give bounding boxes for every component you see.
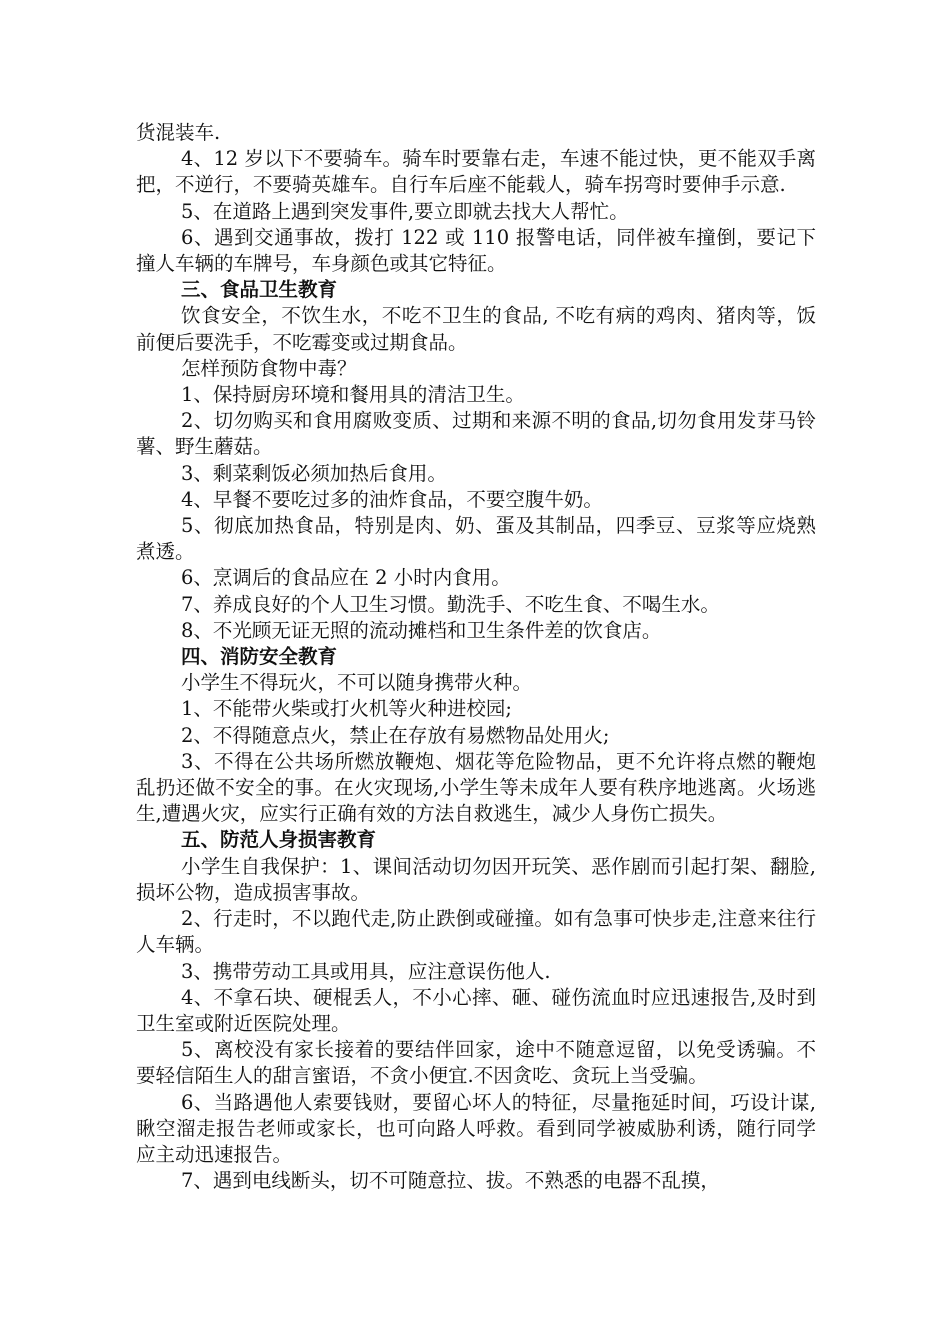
paragraph: 2、不得随意点火，禁止在存放有易燃物品处用火; bbox=[181, 723, 610, 747]
document-page bbox=[136, 120, 816, 1194]
paragraph: 货混装车. bbox=[136, 121, 221, 144]
paragraph: 怎样预防食物中毒？ bbox=[181, 356, 357, 380]
paragraph: 4、不拿石块、硬棍丢人，不小心摔、砸、碰伤流血时应迅速报告,及时到卫生室或附近医院处理。 bbox=[136, 985, 816, 1035]
paragraph: 3、携带劳动工具或用具，应注意误伤他人. bbox=[181, 959, 551, 983]
paragraph: 4、12 岁以下不要骑车。骑车时要靠右走，车速不能过快，更不能双手离把，不逆行，不要骑英雄车。自行车后座不能载人，骑车拐弯时要伸手示意. bbox=[136, 147, 816, 197]
paragraph: 5、彻底加热食品，特别是肉、奶、蛋及其制品，四季豆、豆浆等应烧熟煮透。 bbox=[136, 514, 816, 564]
paragraph: 小学生自我保护：1、课间活动切勿因开玩笑、恶作剧而引起打架、翻脸,损坏公物，造成损害事故。 bbox=[136, 854, 816, 904]
paragraph: 饮食安全，不饮生水，不吃不卫生的食品, 不吃有病的鸡肉、猪肉等，饭前便后要洗手，不吃霉变或过期食品。 bbox=[136, 304, 816, 354]
paragraph: 6、当路遇他人索要钱财，要留心坏人的特征，尽量拖延时间，巧设计谋,瞅空溜走报告老师或家长，也可向路人呼救。看到同学被威胁利诱，随行同学应主动迅速报告。 bbox=[136, 1090, 816, 1166]
paragraph: 小学生不得玩火，不可以随身携带火种。 bbox=[181, 671, 533, 695]
paragraph: 5、在道路上遇到突发事件,要立即就去找大人帮忙。 bbox=[181, 199, 629, 223]
paragraph: 7、遇到电线断头，切不可随意拉、拔。不熟悉的电器不乱摸， bbox=[181, 1169, 720, 1193]
section-heading: 四、消防安全教育 bbox=[181, 645, 338, 669]
paragraph: 4、早餐不要吃过多的油炸食品，不要空腹牛奶。 bbox=[181, 487, 603, 511]
paragraph: 1、保持厨房环境和餐用具的清洁卫生。 bbox=[181, 383, 525, 407]
paragraph: 5、离校没有家长接着的要结伴回家，途中不随意逗留，以免受诱骗。不要轻信陌生人的甜言蜜语，不贪小便宜.不因贪吃、贪玩上当受骗。 bbox=[136, 1038, 816, 1088]
paragraph: 8、不光顾无证无照的流动摊档和卫生条件差的饮食店。 bbox=[181, 618, 662, 642]
paragraph: 1、不能带火柴或打火机等火种进校园; bbox=[181, 697, 512, 721]
paragraph: 6、烹调后的食品应在 2 小时内食用。 bbox=[181, 566, 511, 590]
paragraph: 2、切勿购买和食用腐败变质、过期和来源不明的食品,切勿食用发芽马铃薯、野生蘑菇。 bbox=[136, 409, 816, 459]
section-heading: 三、食品卫生教育 bbox=[181, 278, 338, 302]
paragraph: 3、剩菜剩饭必须加热后食用。 bbox=[181, 461, 447, 485]
section-heading: 五、防范人身损害教育 bbox=[181, 828, 377, 852]
paragraph: 7、养成良好的个人卫生习惯。勤洗手、不吃生食、不喝生水。 bbox=[181, 592, 720, 616]
paragraph: 6、遇到交通事故，拨打 122 或 110 报警电话，同伴被车撞倒，要记下撞人车辆的车牌号，车身颜色或其它特征。 bbox=[136, 225, 816, 276]
paragraph: 2、行走时，不以跑代走,防止跌倒或碰撞。如有急事可快步走,注意来往行人车辆。 bbox=[136, 907, 816, 957]
paragraph: 3、不得在公共场所燃放鞭炮、烟花等危险物品，更不允许将点燃的鞭炮乱扔还做不安全的事。在火灾现场,小学生等未成年人要有秩序地逃离。火场逃生,遭遇火灾，应实行正确有效的方法自救逃生，减少人身伤亡损失。 bbox=[136, 749, 816, 826]
